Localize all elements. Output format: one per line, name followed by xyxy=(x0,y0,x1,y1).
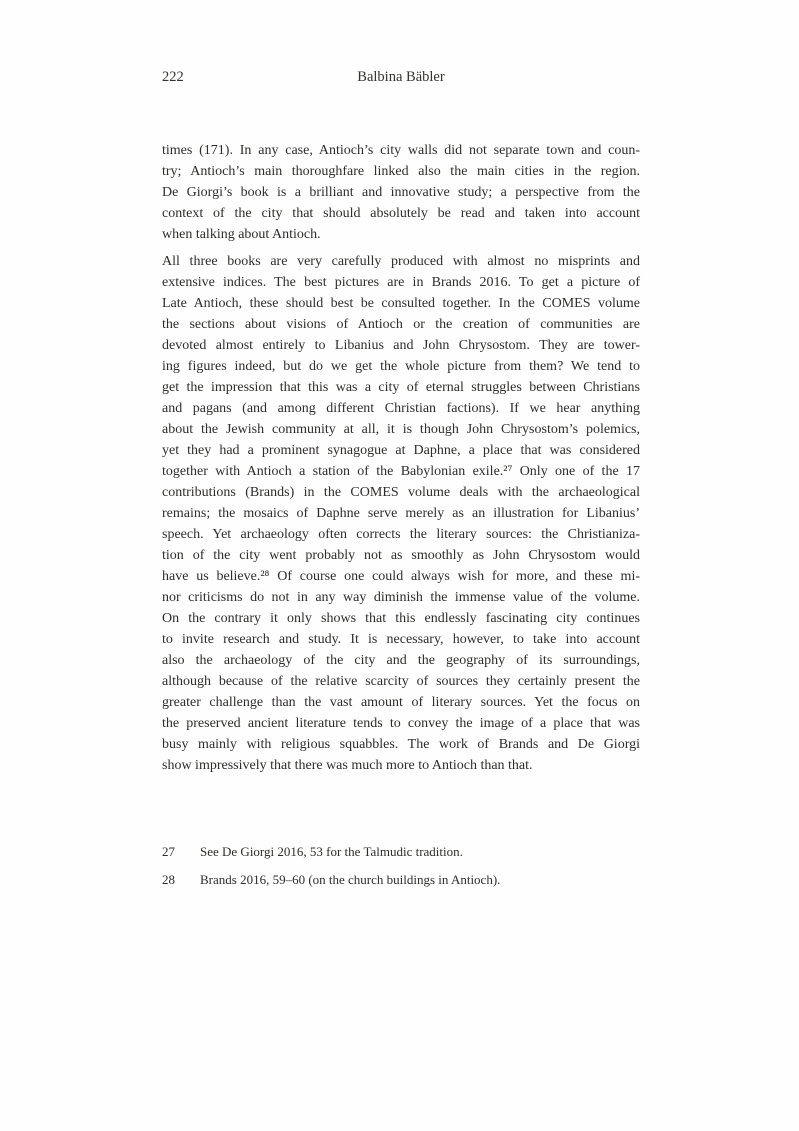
text-line: speech. Yet archaeology often corrects the literary sources: the Christianiza- xyxy=(162,527,640,542)
footnote-28 xyxy=(162,871,640,888)
text-line: context of the city that should absolutely be read and taken into account xyxy=(162,206,640,221)
running-header xyxy=(162,68,640,86)
text-line: to invite research and study. It is necessary, however, to take into account xyxy=(162,632,640,647)
paragraph xyxy=(162,140,640,245)
text-line: show impressively that there was much more to Antioch than that. xyxy=(162,758,533,773)
text-line: the preserved ancient literature tends to convey the image of a place that was xyxy=(162,716,640,731)
text-line: about the Jewish community at all, it is though John Chrysostom’s polemics, xyxy=(162,422,640,437)
footnotes xyxy=(162,843,640,899)
text-line: Late Antioch, these should best be consulted together. In the COMES volume xyxy=(162,296,640,311)
text-line: together with Antioch a station of the Babylonian exile.²⁷ Only one of the 17 xyxy=(162,464,640,479)
text-line: ing figures indeed, but do we get the whole picture from them? We tend to xyxy=(162,359,640,374)
text-line: remains; the mosaics of Daphne serve merely as an illustration for Libanius’ xyxy=(162,506,640,521)
footnote-27 xyxy=(162,843,640,860)
text-line: devoted almost entirely to Libanius and John Chrysostom. They are tower- xyxy=(162,338,640,353)
running-head-author: Balbina Bäbler xyxy=(357,69,445,85)
text-line: also the archaeology of the city and the geography of its surroundings, xyxy=(162,653,640,668)
footnote-text: See De Giorgi 2016, 53 for the Talmudic tradition. xyxy=(200,844,463,859)
page-number: 222 xyxy=(162,69,184,85)
text-line: contributions (Brands) in the COMES volume deals with the archaeological xyxy=(162,485,640,500)
footnote-number: 28 xyxy=(162,872,175,887)
text-line: and pagans (and among different Christian factions). If we hear anything xyxy=(162,401,640,416)
footnote-text: Brands 2016, 59–60 (on the church buildings in Antioch). xyxy=(200,872,501,887)
text-line: De Giorgi’s book is a brilliant and innovative study; a perspective from the xyxy=(162,185,640,200)
text-line: although because of the relative scarcity of sources they certainly present the xyxy=(162,674,640,689)
text-line: the sections about visions of Antioch or the creation of communities are xyxy=(162,317,640,332)
text-line: nor criticisms do not in any way diminish the immense value of the volume. xyxy=(162,590,640,605)
text-line: get the impression that this was a city of eternal struggles between Christians xyxy=(162,380,640,395)
text-line: when talking about Antioch. xyxy=(162,227,321,242)
text-line: All three books are very carefully produced with almost no misprints and xyxy=(162,254,640,269)
text-line: tion of the city went probably not as smoothly as John Chrysostom would xyxy=(162,548,640,563)
text-line: try; Antioch’s main thoroughfare linked also the main cities in the region. xyxy=(162,164,640,179)
text-line: busy mainly with religious squabbles. The work of Brands and De Giorgi xyxy=(162,737,640,752)
text-line: times (171). In any case, Antioch’s city walls did not separate town and coun- xyxy=(162,143,640,158)
text-line: extensive indices. The best pictures are in Brands 2016. To get a picture of xyxy=(162,275,640,290)
text-line: On the contrary it only shows that this endlessly fascinating city continues xyxy=(162,611,640,626)
footnote-number: 27 xyxy=(162,844,175,859)
text-line: have us believe.²⁸ Of course one could always wish for more, and these mi- xyxy=(162,569,640,584)
paragraph xyxy=(162,251,640,776)
body-text xyxy=(162,140,640,782)
text-line: greater challenge than the vast amount of literary sources. Yet the focus on xyxy=(162,695,640,710)
text-line: yet they had a prominent synagogue at Daphne, a place that was considered xyxy=(162,443,640,458)
